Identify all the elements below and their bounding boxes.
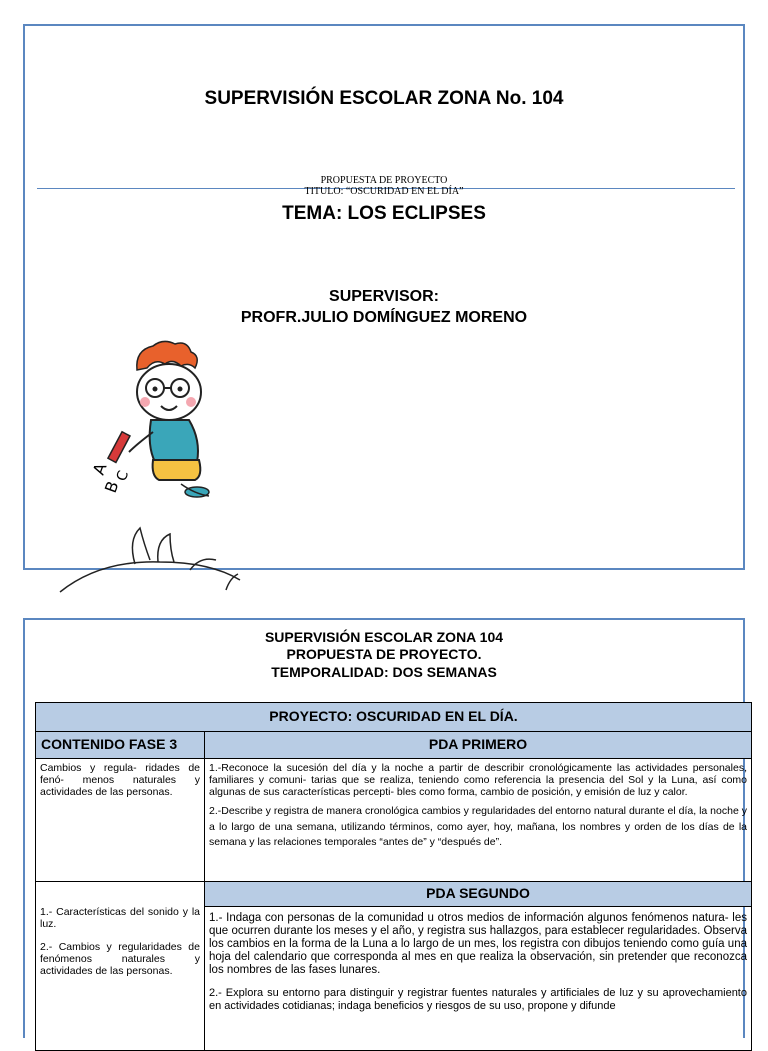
duration-heading: TEMPORALIDAD: DOS SEMANAS [271,664,497,680]
cover-page [23,24,745,570]
zone-heading: SUPERVISIÓN ESCOLAR ZONA 104 [264,629,504,645]
boy-drawing-illustration [85,336,305,506]
supervisor-name: PROFR.JULIO DOMÍNGUEZ MORENO [240,309,528,326]
supervisor-label: SUPERVISOR: [329,288,439,305]
row2-content-item-1: 1.- Características del sonido y la luz. [40,906,200,930]
letter-c: C [113,468,133,484]
row2-paragraph-2: 2.- Explora su entorno para distinguir y registrar fuentes naturales y artificiales de luz y su aprovechamiento en actividades cotidianas; indaga beneficios y riesgos de su uso, propone y difunde [209,987,747,1012]
pda-segundo-header: PDA SEGUNDO [204,881,752,907]
theme-heading: TEMA: LOS ECLIPSES [282,203,486,224]
row2-content-item-2: 2.- Cambios y regularidades de fenómenos naturales y actividades de las personas. [40,941,200,977]
row2-paragraph-1: 1.- Indaga con personas de la comunidad u otros medios de información algunos fenómenos natura- les que ocurren durante los meses y el año, y registra sus hallazgos, para establecer regularidades. Observa los cambios en la forma de la Luna a lo largo de un mes, los registra con dibujos teniendo como guía una hoja del calendario que corresponda al mes en que realiza la observación, sin pretender que reconozca los nombres de las fases lunares. [209,912,747,976]
row1-paragraph-1: 1.-Reconoce la sucesión del día y la noche a partir de describir cronológicamente las actividades personales, familiares y comuni- tarias que se realiza, teniendo como referencia la presencia del Sol y la Luna, así como algunas de sus características percepti- bles como forma, cambio de posición, y emisión de luz y calor. [209,762,747,798]
letter-b: B [100,478,123,496]
proposal-label: PROPUESTA DE PROYECTO [320,175,448,186]
content-header-cell: CONTENIDO FASE 3 [35,731,205,759]
cover-title: SUPERVISIÓN ESCOLAR ZONA No. 104 [204,88,564,109]
letter-a: A [88,460,111,478]
row2-pda-cell [204,906,752,1051]
row2-content-cell [35,881,205,1051]
sketch-drawing-illustration [40,500,270,594]
project-header-cell: PROYECTO: OSCURIDAD EN EL DÍA. [35,702,752,732]
proposal-heading: PROPUESTA DE PROYECTO. [286,646,482,662]
project-title: TITULO: “OSCURIDAD EN EL DÍA” [304,186,464,197]
row1-pda-cell [204,758,752,882]
pda-primero-header: PDA PRIMERO [204,731,752,759]
row1-paragraph-2: 2.-Describe y registra de manera cronológica cambios y regularidades del entorno natural durante el día, la noche y a lo largo de una semana, utilizando términos, como ayer, hoy, mañana, los nombres y orden de los días de la semana y las relaciones temporales “antes de” y “después de”. [209,805,747,848]
project-page [23,618,745,1038]
row1-content-cell: Cambios y regula- ridades de fenó- menos naturales y actividades de las personas. [35,758,205,882]
